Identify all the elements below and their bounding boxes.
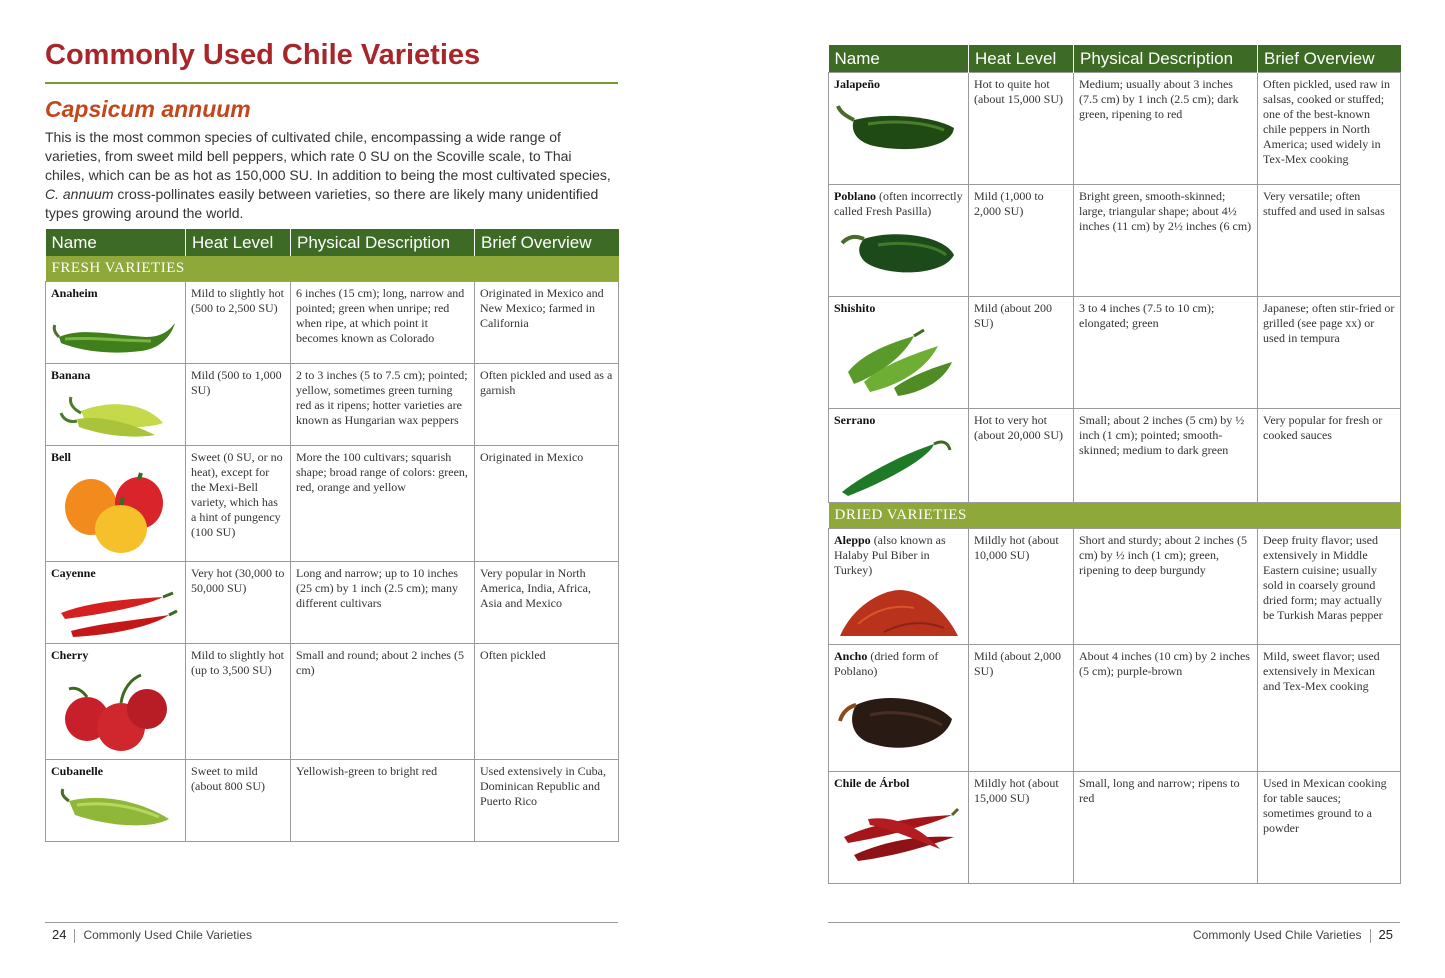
aleppo-pepper-image [834,584,962,640]
heat-level: Mild (about 200 SU) [969,297,1074,409]
section-fresh-varieties: FRESH VARIETIES [46,256,619,282]
cubanelle-pepper-image [51,785,179,837]
brief-overview: Often pickled and used as a garnish [475,364,619,446]
heat-level: Sweet (0 SU, or no heat), except for the Mexi-Bell variety, which has a hint of pungency (100 SU) [186,446,291,562]
physical-description: Small, long and narrow; ripens to red [1074,772,1258,884]
varieties-table-right [828,45,1401,884]
species-title: Capsicum annuum [45,96,251,122]
section-dried-varieties: DRIED VARIETIES [829,503,1401,529]
footer-text: Commonly Used Chile Varieties [1193,928,1362,942]
table-row [829,73,1401,185]
physical-description: More the 100 cultivars; squarish shape; broad range of colors: green, red, orange and yellow [291,446,475,562]
table-row: Aleppo (also known as Halaby Pul Biber in Turkey) Mildly hot (about 10,000 SU) Short and sturdy; about 2 inches (5 cm) by ½ inch (1 cm); green, ripening to deep burgundy Deep fruity flavor; used extensively in Middle Eastern cuisine; usually sold in coarsely ground dried form; may actually be Turkish Maras pepper [829,529,1401,645]
physical-description: 6 inches (15 cm); long, narrow and pointed; green when unripe; red when ripe, at which point it becomes known as Colorado [291,282,475,364]
pepper-name: Bell [51,450,71,464]
table-row [46,644,619,760]
pepper-name: Anaheim [51,286,98,300]
footer-left [52,927,252,943]
brief-overview: Often pickled, used raw in salsas, cooked or stuffed; one of the best-known chile peppers in North America; used widely in Tex-Mex cooking [1258,73,1401,185]
poblano-pepper-image [834,225,962,279]
pepper-name: Chile de Árbol [834,776,910,790]
table-row [829,409,1401,503]
fresh-varieties-table-left [45,229,619,842]
physical-description: Yellowish-green to bright red [291,760,475,842]
shishito-pepper-image [834,322,962,402]
physical-description: Small; about 2 inches (5 cm) by ½ inch (1 cm); pointed; smooth-skinned; medium to dark green [1074,409,1258,503]
pepper-name: Banana [51,368,91,382]
brief-overview: Very popular for fresh or cooked sauces [1258,409,1401,503]
heat-level: Very hot (30,000 to 50,000 SU) [186,562,291,644]
table-row: Poblano (often incorrectly called Fresh Pasilla) Mild (1,000 to 2,000 SU) Bright green, smooth-skinned; large, triangular shape; about 4½ inches (11 cm) by 2½ inches (6 cm) Very versatile; often stuffed and used in salsas [829,185,1401,297]
pepper-name: Jalapeño [834,77,881,91]
title-rule [45,82,618,84]
brief-overview: Japanese; often stir-fried or grilled (see page xx) or used in tempura [1258,297,1401,409]
left-page [45,36,618,223]
intro-italic: C. annuum [45,186,114,202]
page-title: Commonly Used Chile Varieties [45,39,481,71]
table-row [46,364,619,446]
brief-overview: Very versatile; often stuffed and used in salsas [1258,185,1401,297]
heat-level: Mild (about 2,000 SU) [969,645,1074,772]
footer-right [1193,927,1393,943]
pepper-name: Shishito [834,301,876,315]
page-number: 24 [52,927,67,942]
physical-description: 3 to 4 inches (7.5 to 10 cm); elongated; green [1074,297,1258,409]
pepper-name: Serrano [834,413,876,427]
table-row [46,562,619,644]
ancho-pepper-image [834,685,962,757]
brief-overview: Used extensively in Cuba, Dominican Republic and Puerto Rico [475,760,619,842]
header-description: Physical Description [1074,45,1258,73]
pepper-name: Poblano [834,189,877,203]
brief-overview: Deep fruity flavor; used extensively in Middle Eastern cuisine; usually sold in coarsely ground dried form; may actually be Turkish Maras pepper [1258,529,1401,645]
pepper-name: Cherry [51,648,89,662]
pepper-name: Ancho [834,649,868,663]
chile-de-arbol-image [834,797,962,875]
table-row [46,760,619,842]
table-row: Ancho (dried form of Poblano) Mild (about 2,000 SU) About 4 inches (10 cm) by 2 inches (5 cm); purple-brown Mild, sweet flavor; used extensively in Mexican and Tex-Mex cooking [829,645,1401,772]
brief-overview: Often pickled [475,644,619,760]
brief-overview: Originated in Mexico [475,446,619,562]
physical-description: Bright green, smooth-skinned; large, triangular shape; about 4½ inches (11 cm) by 2½ inches (6 cm) [1074,185,1258,297]
header-overview: Brief Overview [475,229,619,256]
page-number: 25 [1378,927,1393,942]
heat-level: Mild (1,000 to 2,000 SU) [969,185,1074,297]
heat-level: Mildly hot (about 10,000 SU) [969,529,1074,645]
header-description: Physical Description [291,229,475,256]
heat-level: Hot to quite hot (about 15,000 SU) [969,73,1074,185]
physical-description: 2 to 3 inches (5 to 7.5 cm); pointed; yellow, sometimes green turning red as it ripens; hotter varieties are known as Hungarian wax peppers [291,364,475,446]
header-heat: Heat Level [969,45,1074,73]
bell-pepper-image [51,471,179,557]
pepper-name: Aleppo [834,533,871,547]
heat-level: Mild to slightly hot (up to 3,500 SU) [186,644,291,760]
footer-rule-left [45,922,618,923]
heat-level: Sweet to mild (about 800 SU) [186,760,291,842]
header-heat: Heat Level [186,229,291,256]
intro-text-2: cross-pollinates easily between varieties, so there are likely many unidentified types growing around the world. [45,186,599,221]
table-row [829,297,1401,409]
banana-pepper-image [51,389,179,441]
header-name: Name [829,45,969,73]
table-row [829,772,1401,884]
physical-description: Short and sturdy; about 2 inches (5 cm) by ½ inch (1 cm); green, ripening to deep burgundy [1074,529,1258,645]
pepper-name: Cubanelle [51,764,104,778]
heat-level: Hot to very hot (about 20,000 SU) [969,409,1074,503]
table-row [46,446,619,562]
physical-description: About 4 inches (10 cm) by 2 inches (5 cm); purple-brown [1074,645,1258,772]
footer-rule-right [828,922,1400,923]
brief-overview: Originated in Mexico and New Mexico; farmed in California [475,282,619,364]
heat-level: Mild (500 to 1,000 SU) [186,364,291,446]
cayenne-pepper-image [51,587,179,639]
physical-description: Long and narrow; up to 10 inches (25 cm) by 1 inch (2.5 cm); many different cultivars [291,562,475,644]
intro-text-1: This is the most common species of cultivated chile, encompassing a wide range of varieties, from sweet mild bell peppers, which rate 0 SU on the Scoville scale, to Thai chiles, which can be as hot as 150,000 SU. In addition to being the most cultivated species, [45,129,611,183]
serrano-pepper-image [834,434,962,498]
table-row [46,282,619,364]
header-overview: Brief Overview [1258,45,1401,73]
brief-overview: Mild, sweet flavor; used extensively in Mexican and Tex-Mex cooking [1258,645,1401,772]
anaheim-pepper-image [51,307,179,359]
intro-paragraph [45,128,615,223]
jalapeno-pepper-image [834,98,962,168]
physical-description: Small and round; about 2 inches (5 cm) [291,644,475,760]
heat-level: Mildly hot (about 15,000 SU) [969,772,1074,884]
heat-level: Mild to slightly hot (500 to 2,500 SU) [186,282,291,364]
pepper-name: Cayenne [51,566,96,580]
brief-overview: Used in Mexican cooking for table sauces; sometimes ground to a powder [1258,772,1401,884]
footer-text: Commonly Used Chile Varieties [83,928,252,942]
header-name: Name [46,229,186,256]
cherry-pepper-image [51,669,179,755]
brief-overview: Very popular in North America, India, Africa, Asia and Mexico [475,562,619,644]
physical-description: Medium; usually about 3 inches (7.5 cm) by 1 inch (2.5 cm); dark green, ripening to red [1074,73,1258,185]
